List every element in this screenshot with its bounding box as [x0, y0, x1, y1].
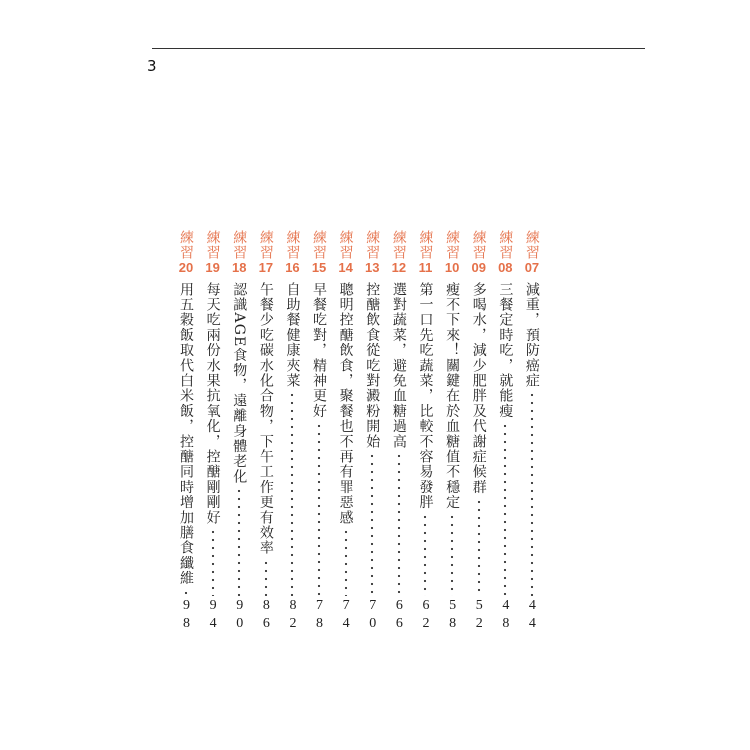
- entry-page-number: 70: [365, 598, 381, 634]
- practice-number: 08: [498, 260, 513, 275]
- toc-entry: [362, 230, 382, 634]
- practice-number: 12: [391, 260, 407, 275]
- entry-title: 選對蔬菜，避免血糖過高: [390, 282, 407, 450]
- dot-leader: [503, 422, 507, 596]
- practice-number: 07: [524, 260, 540, 275]
- toc-entry: [256, 230, 276, 634]
- entry-title: 午餐少吃碳水化合物，下午工作更有效率: [257, 282, 274, 556]
- entry-page-number: 48: [498, 598, 514, 634]
- entry-page-number: 78: [312, 598, 328, 634]
- practice-label: 練習: [337, 230, 354, 260]
- toc-entry: [495, 230, 515, 634]
- entry-title: 三餐定時吃，就能瘦: [497, 282, 514, 419]
- entry-title: 瘦不下來！關鍵在於血糖值不穩定: [444, 282, 461, 510]
- practice-number: 19: [205, 260, 220, 275]
- toc-entry: [229, 230, 249, 634]
- entry-page-number: 52: [471, 598, 487, 634]
- header-rule: [152, 48, 645, 49]
- toc-entry: [522, 230, 542, 634]
- table-of-contents: [176, 230, 542, 634]
- toc-entry: [282, 230, 302, 634]
- entry-page-number: 98: [179, 598, 194, 634]
- practice-number: 16: [285, 260, 300, 275]
- toc-entry: [309, 230, 329, 634]
- practice-label: 練習: [204, 230, 221, 260]
- entry-page-number: 90: [232, 598, 248, 634]
- practice-number: 15: [311, 260, 327, 275]
- practice-number: 11: [418, 260, 433, 275]
- practice-label: 練習: [470, 230, 487, 260]
- entry-title: 第一口先吃蔬菜，比較不容易發胖: [417, 282, 434, 510]
- entry-title: 每天吃兩份水果抗氧化，控醣剛剛好: [204, 282, 221, 526]
- practice-number: 13: [365, 260, 380, 275]
- toc-entry: [203, 230, 223, 634]
- entry-title: 聰明控醣飲食，聚餐也不再有罪惡感: [337, 282, 354, 526]
- practice-number: 18: [231, 260, 247, 275]
- practice-label: 練習: [178, 230, 194, 260]
- practice-label: 練習: [390, 230, 407, 260]
- practice-number: 14: [338, 260, 353, 275]
- dot-leader: [450, 513, 454, 596]
- entry-title: 認識AGE食物，遠離身體老化: [231, 282, 248, 485]
- toc-entry: [442, 230, 462, 634]
- practice-number: 17: [258, 260, 274, 275]
- entry-page-number: 94: [205, 598, 221, 634]
- entry-page-number: 58: [445, 598, 461, 634]
- entry-title: 早餐吃對，精神更好: [311, 282, 328, 419]
- practice-label: 練習: [497, 230, 514, 260]
- practice-label: 練習: [444, 230, 461, 260]
- dot-leader: [477, 498, 481, 596]
- toc-entry: [176, 230, 196, 634]
- dot-leader: [317, 422, 321, 596]
- practice-label: 練習: [364, 230, 381, 260]
- entry-title: 自助餐健康夾菜: [284, 282, 301, 389]
- entry-page-number: 86: [258, 598, 274, 634]
- practice-label: 練習: [523, 230, 540, 260]
- practice-number: 10: [444, 260, 460, 275]
- entry-title: 用五穀飯取代白米飯，控醣同時增加膳食纖維: [178, 282, 194, 586]
- toc-entry: [389, 230, 409, 634]
- practice-number: 09: [471, 260, 486, 275]
- practice-label: 練習: [231, 230, 248, 260]
- dot-leader: [237, 487, 241, 596]
- dot-leader: [184, 589, 188, 596]
- entry-title: 控醣飲食從吃對澱粉開始: [364, 282, 381, 450]
- practice-label: 練習: [257, 230, 274, 260]
- dot-leader: [423, 513, 427, 596]
- entry-page-number: 66: [391, 598, 407, 634]
- page-number: 3: [147, 57, 157, 75]
- entry-page-number: 82: [285, 598, 301, 634]
- dot-leader: [264, 559, 268, 596]
- practice-label: 練習: [284, 230, 301, 260]
- dot-leader: [370, 452, 374, 596]
- entry-title: 多喝水，減少肥胖及代謝症候群: [470, 282, 487, 495]
- entry-page-number: 62: [418, 598, 434, 634]
- toc-entry: [415, 230, 435, 634]
- dot-leader: [344, 528, 348, 596]
- dot-leader: [530, 391, 534, 596]
- practice-number: 20: [178, 260, 194, 275]
- dot-leader: [397, 452, 401, 596]
- dot-leader: [290, 391, 294, 596]
- entry-title: 減重，預防癌症: [523, 282, 540, 389]
- toc-entry: [336, 230, 356, 634]
- toc-entry: [469, 230, 489, 634]
- dot-leader: [211, 528, 215, 596]
- entry-page-number: 74: [338, 598, 354, 634]
- practice-label: 練習: [417, 230, 434, 260]
- practice-label: 練習: [311, 230, 328, 260]
- entry-page-number: 44: [524, 598, 540, 634]
